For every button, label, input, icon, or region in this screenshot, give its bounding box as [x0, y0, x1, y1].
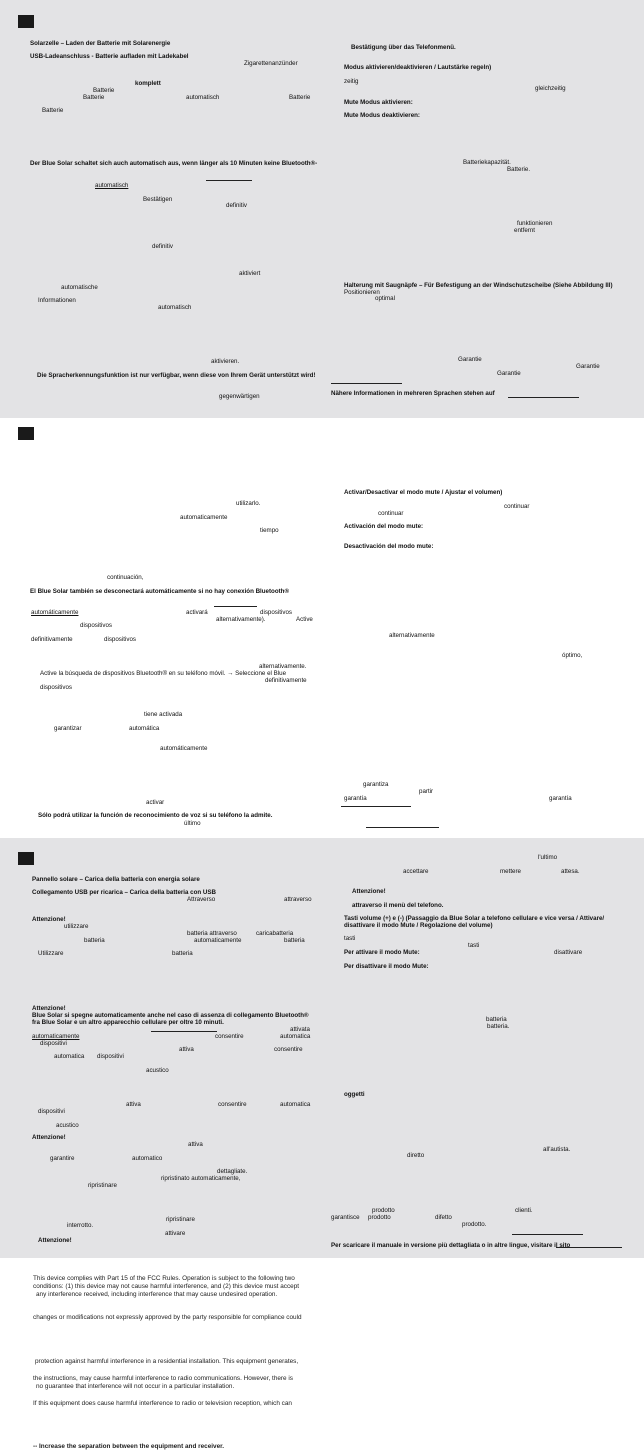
text-fragment: garantía	[549, 795, 572, 802]
fcc-line: changes or modifications not expressly approved by the party responsible for compliance could	[33, 1314, 302, 1321]
text-fragment: Attenzione!	[352, 888, 386, 895]
text-fragment: Garantie	[576, 363, 600, 370]
text-fragment: prodotto	[368, 1214, 391, 1221]
text-fragment: ripristinare	[166, 1216, 195, 1223]
text-fragment: óptimo,	[562, 652, 583, 659]
text-fragment: automaticamente	[32, 1033, 80, 1040]
text-fragment: batteria	[284, 937, 305, 944]
text-fragment: l'ultimo	[538, 854, 558, 861]
text-fragment: dispositivi	[38, 1108, 65, 1115]
text-fragment: diretto	[407, 1152, 425, 1159]
text-fragment: attiva	[179, 1046, 194, 1053]
fcc-line: conditions: (1) this device may not cause harmful interference, and (2) this device must accept	[33, 1283, 300, 1290]
text-fragment: Tasti volume (+) e (-) (Passaggio da Blue Solar a telefono cellulare e vice versa / Attivare/	[344, 915, 605, 922]
text-fragment: automatico	[132, 1155, 163, 1162]
text-fragment: fra Blue Solar e un altro apparecchio cellulare per oltre 10 minuti.	[32, 1019, 224, 1026]
text-fragment: alternativamente.	[259, 663, 307, 670]
text-fragment: acustico	[146, 1067, 169, 1074]
text-fragment: automaticamente	[180, 514, 228, 521]
text-fragment: Halterung mit Saugnäpfe – Für Befestigung an der Windschutzscheibe (Siehe Abbildung III)	[344, 282, 613, 289]
text-fragment: consentire	[215, 1033, 244, 1040]
section-italian	[0, 838, 644, 1258]
text-fragment: dispositivi	[40, 1040, 67, 1047]
text-fragment: Attenzione!	[32, 916, 66, 923]
text-fragment: El Blue Solar también se desconectará automáticamente si no hay conexión Bluetooth®	[30, 588, 289, 595]
text-fragment: acustico	[56, 1122, 79, 1129]
text-fragment: garantire	[50, 1155, 75, 1162]
language-tab-marker	[18, 15, 34, 28]
text-fragment: automáticamente	[31, 609, 79, 616]
text-fragment: Batteriekapazität.	[463, 159, 511, 166]
fcc-line: protection against harmful interference in a residential installation. This equipment generates,	[35, 1358, 299, 1365]
text-fragment: attiva	[126, 1101, 141, 1108]
text-fragment: tasti	[344, 935, 356, 942]
text-fragment: Garantie	[458, 356, 482, 363]
text-fragment: gleichzeitig	[535, 85, 566, 92]
blank-line	[331, 383, 402, 384]
text-fragment: automatica	[280, 1033, 311, 1040]
blank-line	[206, 180, 252, 181]
text-fragment: batteria.	[487, 1023, 510, 1030]
text-fragment: disattivare il modo Mute / Regolazione del volume)	[344, 922, 493, 929]
text-fragment: Attenzione!	[38, 1237, 72, 1244]
fcc-line: any interference received, including interference that may cause undesired operation.	[36, 1291, 278, 1298]
blank-line	[341, 806, 411, 807]
language-tab-marker	[18, 427, 34, 440]
text-fragment: continuación,	[107, 574, 144, 581]
text-fragment: Solarzelle – Laden der Batterie mit Solarenergie	[30, 40, 171, 47]
text-fragment: definitivamente	[31, 636, 73, 643]
text-fragment: difetto	[435, 1214, 452, 1221]
text-fragment: garantiza	[363, 781, 389, 788]
text-fragment: batteria	[486, 1016, 507, 1023]
text-fragment: dispositivos	[80, 622, 112, 629]
blank-line	[556, 1247, 622, 1248]
text-fragment: Die Spracherkennungsfunktion ist nur verfügbar, wenn diese von Ihrem Gerät unterstützt wird!	[37, 372, 316, 379]
text-fragment: attivata	[290, 1026, 310, 1033]
text-fragment: automatisch	[158, 304, 192, 311]
text-fragment: Bestätigung über das Telefonmenü.	[351, 44, 456, 51]
text-fragment: dispositivos	[40, 684, 72, 691]
text-fragment: Collegamento USB per ricarica – Carica della batteria con USB	[32, 889, 216, 896]
text-fragment: automatische	[61, 284, 98, 291]
text-fragment: automatica	[54, 1053, 85, 1060]
text-fragment: attiva	[188, 1141, 203, 1148]
text-fragment: Activación del modo mute:	[344, 523, 424, 530]
text-fragment: gegenwärtigen	[219, 393, 260, 400]
text-fragment: Zigarettenanzünder	[244, 60, 298, 67]
text-fragment: all'autista.	[543, 1146, 571, 1153]
text-fragment: continuar	[378, 510, 404, 517]
text-fragment: attraverso	[284, 896, 312, 903]
text-fragment: aktivieren.	[211, 358, 240, 365]
text-fragment: Mute Modus aktivieren:	[344, 99, 413, 106]
text-fragment: interrotto.	[67, 1222, 94, 1229]
text-fragment: Sólo podrá utilizar la función de reconocimiento de voz si su teléfono la admite.	[38, 812, 273, 819]
text-fragment: batteria	[84, 937, 105, 944]
text-fragment: komplett	[135, 80, 161, 87]
text-fragment: batteria attraverso	[187, 930, 237, 937]
text-fragment: batteria	[172, 950, 193, 957]
text-fragment: Attraverso	[187, 896, 216, 903]
text-fragment: Der Blue Solar schaltet sich auch automatisch aus, wenn länger als 10 Minuten keine Bluetooth®-	[30, 160, 318, 167]
text-fragment: definitiv	[226, 202, 247, 209]
fcc-line: This device complies with Part 15 of the FCC Rules. Operation is subject to the following two	[33, 1275, 295, 1282]
text-fragment: automatisch	[95, 182, 129, 189]
text-fragment: Bestätigen	[143, 196, 173, 203]
text-fragment: accettare	[403, 868, 429, 875]
text-fragment: Activar/Desactivar el modo mute / Ajustar el volumen)	[344, 489, 503, 496]
text-fragment: disattivare	[554, 949, 583, 956]
text-fragment: consentire	[274, 1046, 303, 1053]
text-fragment: alternativamente	[389, 632, 435, 639]
text-fragment: USB-Ladeanschluss - Batterie aufladen mit Ladekabel	[30, 53, 189, 60]
text-fragment: Positionieren	[344, 289, 380, 296]
text-fragment: attesa.	[561, 868, 580, 875]
text-fragment: clienti.	[515, 1207, 533, 1214]
text-fragment: Attenzione!	[32, 1134, 66, 1141]
text-fragment: garantía	[344, 795, 367, 802]
text-fragment: último	[184, 820, 201, 827]
text-fragment: Batterie.	[507, 166, 531, 173]
text-fragment: partir	[419, 788, 434, 795]
text-fragment: Per scaricare il manuale in versione più dettagliata o in altre lingue, visitare il sito	[331, 1242, 571, 1249]
blank-line	[508, 397, 579, 398]
language-tab-marker	[18, 852, 34, 865]
text-fragment: activar	[146, 799, 165, 806]
text-fragment: Active	[296, 616, 313, 623]
text-fragment: Per attivare il modo Mute:	[344, 949, 420, 956]
text-fragment: Attenzione!	[32, 1005, 66, 1012]
text-fragment: garantizar	[54, 725, 82, 732]
text-fragment: continuar	[504, 503, 530, 510]
text-fragment: automática	[129, 725, 160, 732]
text-fragment: zeitig	[344, 78, 359, 85]
text-fragment: prodotto	[372, 1207, 395, 1214]
text-fragment: Utilizzare	[38, 950, 64, 957]
text-fragment: entfernt	[514, 227, 535, 234]
text-fragment: automaticamente	[194, 937, 242, 944]
text-fragment: caricabatteria	[256, 930, 294, 937]
text-fragment: ripristinare	[88, 1182, 117, 1189]
text-fragment: dettagliate.	[217, 1168, 248, 1175]
text-fragment: Batterie	[83, 94, 105, 101]
text-fragment: Per disattivare il modo Mute:	[344, 963, 429, 970]
text-fragment: Active la búsqueda de dispositivos Bluetooth® en su teléfono móvil. → Seleccione el Blue	[40, 670, 287, 677]
text-fragment: utilizzare	[64, 923, 89, 930]
text-fragment: oggetti	[344, 1091, 365, 1098]
text-fragment: Garantie	[497, 370, 521, 377]
text-fragment: dispositivi	[97, 1053, 124, 1060]
text-fragment: Mute Modus deaktivieren:	[344, 112, 420, 119]
text-fragment: dispositivos	[104, 636, 136, 643]
text-fragment: optimal	[375, 295, 395, 302]
text-fragment: Pannello solare – Carica della batteria con energia solare	[32, 876, 200, 883]
text-fragment: activará	[186, 609, 208, 616]
text-fragment: automáticamente	[160, 745, 208, 752]
text-fragment: Blue Solar si spegne automaticamente anche nel caso di assenza di collegamento Bluetooth®	[32, 1012, 309, 1019]
text-fragment: funktionieren	[517, 220, 553, 227]
fcc-line: no guarantee that interference will not occur in a particular installation.	[36, 1383, 235, 1390]
text-fragment: attivare	[165, 1230, 186, 1237]
text-fragment: mettere	[500, 868, 521, 875]
fcc-line: the instructions, may cause harmful interference to radio communications. However, there is	[33, 1375, 294, 1382]
fcc-line: -- Increase the separation between the equipment and receiver.	[33, 1443, 225, 1450]
text-fragment: tiene activada	[144, 711, 183, 718]
text-fragment: aktiviert	[239, 270, 261, 277]
fcc-line: If this equipment does cause harmful interference to radio or television reception, which can	[33, 1400, 292, 1407]
text-fragment: prodotto.	[462, 1221, 487, 1228]
text-fragment: Modus aktivieren/deaktivieren / Lautstärke regeln)	[344, 64, 492, 71]
text-fragment: automatisch	[186, 94, 220, 101]
text-fragment: Desactivación del modo mute:	[344, 543, 434, 550]
text-fragment: tasti	[468, 942, 480, 949]
text-fragment: dispositivos	[260, 609, 292, 616]
text-fragment: attraverso il menù del telefono.	[352, 902, 444, 909]
blank-line	[512, 1234, 583, 1235]
text-fragment: alternativamente).	[216, 616, 266, 623]
text-fragment: automatica	[280, 1101, 311, 1108]
text-fragment: Batterie	[93, 87, 115, 94]
text-fragment: consentire	[218, 1101, 247, 1108]
text-fragment: Batterie	[289, 94, 311, 101]
text-fragment: tiempo	[260, 527, 279, 534]
blank-line	[366, 827, 439, 828]
text-fragment: Nähere Informationen in mehreren Sprachen stehen auf	[331, 390, 495, 397]
blank-line	[214, 606, 257, 607]
text-fragment: ripristinato automaticamente,	[161, 1175, 241, 1182]
blank-line	[151, 1031, 217, 1032]
section-german	[0, 0, 644, 418]
text-fragment: definitiv	[152, 243, 173, 250]
text-fragment: Batterie	[42, 107, 64, 114]
text-fragment: Informationen	[38, 297, 76, 304]
text-fragment: garantisce	[331, 1214, 360, 1221]
text-fragment: definitivamente	[265, 677, 307, 684]
text-fragment: utilizarlo.	[236, 500, 261, 507]
